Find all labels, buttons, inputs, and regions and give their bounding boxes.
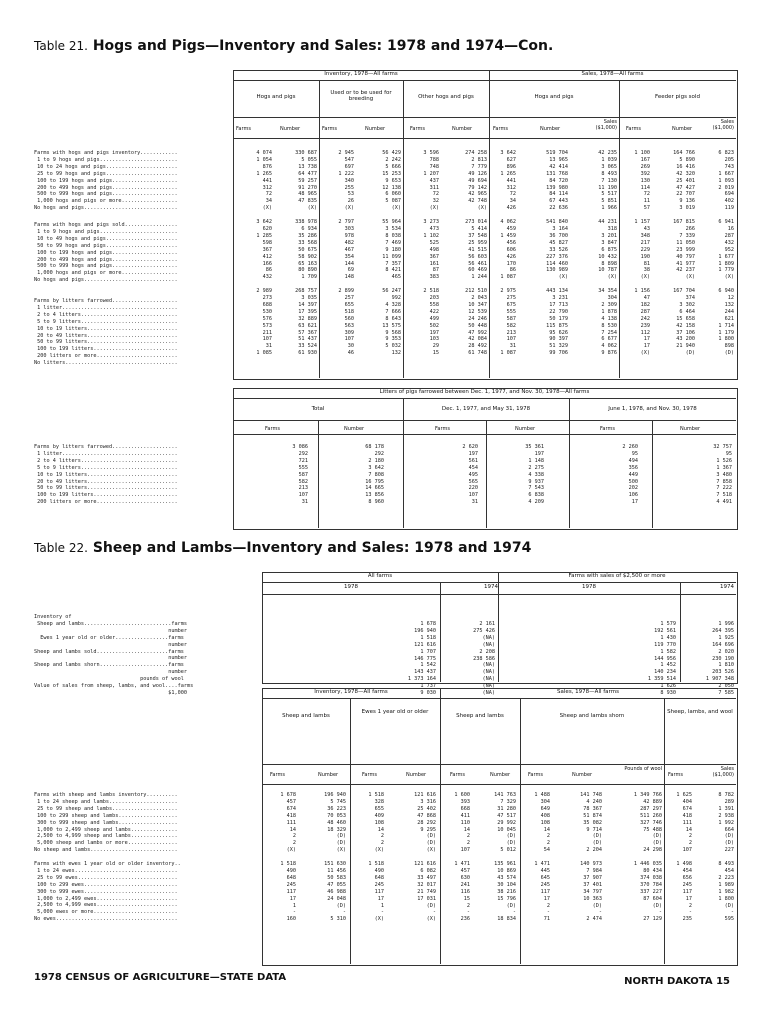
t21-col-farms: Farms (493, 126, 508, 132)
t22-header-2500: Farms with sales of $2,500 or more (568, 573, 666, 579)
t22-year-1974: 1974 (720, 584, 734, 590)
t22-cb9-values: 1 349 766 42 889 287 297 511 260 327 746 75 488 (D) (D) 24 298 1 446 035 80 434 374 038 370 784 337 227 87 604 (D) - 27 129 (633, 792, 662, 923)
t22-col-sales: Sales ($1,000) (712, 766, 734, 778)
t21-header-june-nov: June 1, 1978, and Nov. 30, 1978 (608, 406, 697, 412)
t21-col1-values: 4 074 1 054 876 1 265 441 312 72 34 (X) 3 642 620 1 285 598 367 412 166 86 432 2 989 273 688 530 576 573 211 107 31 1 085 (256, 150, 272, 357)
t21-header-inventory: Inventory, 1978—All farms (324, 71, 398, 77)
t22-ca2-values: 2 161 275 426 (NA) (NA) 2 208 238 586 (NA) (NA) (NA) (NA) (NA) (473, 621, 495, 697)
t22-cb6-values: 141 763 7 329 31 280 47 517 29 992 10 045 (D) (D) 5 012 135 961 10 869 43 574 30 104 38 216 15 796 (D) - 18 834 (494, 792, 516, 923)
t22-header-sheep-lambs-sold: Sheep and lambs (456, 713, 504, 719)
t21-col10-values: 1 100 167 269 392 130 114 72 11 57 1 157 43 348 217 229 190 81 38 (X) 1 156 47 182 287 242 239 112 17 17 (X) (634, 150, 650, 357)
t22-ca3-values: 1 579 192 561 1 430 119 770 1 582 144 956 1 452 140 234 1 359 514 1 626 8 930 (647, 621, 676, 697)
t21-header-total: Total (311, 406, 325, 412)
t21-header-litters: Litters of pigs farrowed between Dec. 1, 1977, and Nov. 30, 1978—All farms (379, 389, 590, 395)
t21-col-sales: Sales ($1,000) (595, 119, 617, 131)
t21-header-sales: Sales, 1978—All farms (581, 71, 644, 77)
t21-col-number: Number (452, 126, 473, 132)
t22-cb2-values: 196 940 5 745 36 223 70 053 48 460 18 329 (D) (D) (X) 151 630 11 456 50 583 47 055 46 988 24 048 (D) - 5 310 (324, 792, 346, 923)
t21-lcol-number: Number (344, 426, 365, 432)
t22-year-1978: 1978 (344, 584, 358, 590)
t21-col11-values: 164 766 5 890 16 416 42 320 25 401 47 427 22 707 9 136 3 019 167 815 266 7 339 11 050 23 999 40 797 41 977 42 237 (X) 167 704 374 3 302 6 464 15 658 42 158 37 106 43 200 21 940 (D) (673, 150, 695, 357)
t22-header-sheep-lambs: Sheep and lambs (282, 713, 330, 719)
t21-lcol-farms: Farms (435, 426, 450, 432)
t21-lcol-farms: Farms (265, 426, 280, 432)
t21-col5-values: 3 596 788 748 1 207 437 311 72 32 (X) 3 273 473 1 102 525 498 367 161 87 383 2 518 203 558 422 499 502 197 103 29 15 (423, 150, 439, 357)
t22-row-labels-summary: Inventory of Sheep and lambs............................farms number Ewes 1 year old or older.................farms number Sheep and lambs sold.......................farms number Sheep and lambs shorn......................farms number pounds of wool Value of sales from sheep, lambs, and wool....farms $1,000 (34, 614, 194, 696)
t22-col-farms: Farms (450, 772, 465, 778)
t21-row-labels-sold: Farms with hogs and pigs sold................. 1 to 9 hogs and pigs......................... 10 to 49 hogs and pigs....................... 50 to 99 hogs and pigs....................... 100 to 199 hogs and pigs..................... 200 to 499 hogs and pigs..................... 500 to 999 hogs and pigs..................... 1,000 hogs and pigs or more.................. No hogs and pigs.............................. (34, 222, 178, 284)
t21-col3-values: 2 945 547 697 1 222 340 255 53 26 (X) 2 797 303 978 482 467 354 144 69 148 2 899 257 655 518 560 563 309 107 30 46 (338, 150, 354, 357)
t22-cb10-values: 1 625 404 674 418 111 14 2 2 107 1 498 454 656 245 117 17 2 - 235 (676, 792, 692, 923)
t21-col-number: Number (672, 126, 693, 132)
t22-cb4-values: 121 616 3 316 25 402 47 868 28 292 9 295 (D) (D) (X) 121 616 6 082 33 497 32 017 21 749 17 031 (D) - (X) (414, 792, 436, 923)
t21-col-farms: Farms (626, 126, 641, 132)
t21-lcol3-values: 2 620 197 561 454 495 565 220 107 31 (462, 444, 478, 506)
t22-cb8-values: 141 748 4 240 78 367 51 874 35 082 9 714 (D) (D) 2 204 140 973 7 984 37 907 37 401 34 797 10 363 (D) - 2 474 (580, 792, 602, 923)
t21-col-farms: Farms (410, 126, 425, 132)
footer-left: 1978 CENSUS OF AGRICULTURE—STATE DATA (34, 972, 287, 983)
t22-row-labels-ewes: Farms with ewes 1 year old or older inventory.. 1 to 24 ewes................................. 25 to 99 ewes................................ 100 to 299 ewes.............................. 300 to 999 ewes.............................. 1,000 to 2,499 ewes.......................... 2,500 to 4,999 ewes.......................... 5,000 ewes or more........................... No ewes....................................... (34, 861, 181, 923)
t21-row-labels-inventory: Farms with hogs and pigs inventory............ 1 to 9 hogs and pigs......................... 10 to 24 hogs and pigs....................... 25 to 99 hogs and pigs....................... 100 to 199 hogs and pigs..................... 200 to 499 hogs and pigs..................... 500 to 999 hogs and pigs..................... 1,000 hogs and pigs or more.................. No hogs and pigs.............................. (34, 150, 178, 212)
t21-lcol-number: Number (515, 426, 536, 432)
t21-lcol-number: Number (680, 426, 701, 432)
t21-lcol4-values: 35 361 197 1 148 2 275 4 338 9 937 7 543 6 838 4 209 (525, 444, 544, 506)
t22-col-pounds: Pounds of wool (624, 766, 662, 772)
t22-cb3-values: 1 518 328 655 409 108 14 2 2 (X) 1 518 490 648 245 117 17 1 - (X) (368, 792, 384, 923)
t22-ca4-values: 1 996 264 395 1 925 164 696 2 020 230 190 1 810 203 526 1 907 348 2 050 7 585 (705, 621, 734, 697)
t22-col-number: Number (572, 772, 593, 778)
t21-col-farms: Farms (322, 126, 337, 132)
t21-row-labels-litters: Farms by litters farrowed..................... 1 litter..................................... 2 to 4 litters............................... 5 to 9 litters............................... 10 to 19 litters............................. 20 to 49 litters............................. 50 to 99 litters............................. 100 to 199 litters........................... 200 litters or more.......................... No litters.................................... (34, 298, 178, 367)
t22-ca1-values: 1 678 196 940 1 518 121 616 1 707 146 775 1 542 143 437 1 373 164 1 737 9 030 (407, 621, 436, 697)
t22-header-all-farms: All farms (367, 573, 393, 579)
t21-lcol6-values: 32 757 95 1 526 1 367 3 480 7 858 7 222 7 518 4 491 (713, 444, 732, 506)
t22-row-labels-inventory: Farms with sheep and lambs inventory.......... 1 to 24 sheep and lambs...................... 25 to 99 sheep and lambs..................... 100 to 299 sheep and lambs................... 300 to 999 sheep and lambs................... 1,000 to 2,499 sheep and lambs............... 2,500 to 4,999 sheep and lambs............... 5,000 sheep and lambs or more................ No sheep and lambs............................ (34, 792, 178, 854)
t21-header-hogs: Hogs and pigs (256, 94, 296, 100)
t22-col-farms: Farms (362, 772, 377, 778)
t22-col-number: Number (318, 772, 339, 778)
t22-header-sales: Sales, 1978—All farms (557, 689, 619, 695)
t21-col-number: Number (280, 126, 301, 132)
t22-header-shorn: Sheep and lambs shorn (559, 713, 625, 719)
t22-cb7-values: 1 488 304 649 408 108 14 2 2 54 1 471 445 645 245 117 17 2 - 71 (534, 792, 550, 923)
t21-col8-values: 519 704 13 965 42 414 131 768 84 720 139 980 84 114 67 443 22 636 541 840 3 164 36 700 45 827 33 526 227 376 114 460 130 989 (X) 443 134 3 231 17 713 22 790 50 179 115 875 95 626 90 397 51 329 99 706 (546, 150, 568, 357)
t21-col4-values: 56 429 2 242 5 666 15 253 9 653 12 138 6 060 5 087 (X) 55 964 3 534 8 038 7 469 9 180 11 099 7 357 8 421 465 56 247 992 4 328 7 666 8 643 13 575 9 568 9 353 5 032 132 (382, 150, 401, 357)
t21-header-breeding: Used or to be used for breeding (330, 90, 392, 102)
t21-col9-values: 42 235 1 039 3 065 8 493 7 130 11 190 5 517 5 851 1 966 44 231 318 3 201 3 847 6 875 10 432 8 898 10 787 (X) 34 354 304 2 309 1 878 4 138 8 530 7 254 6 677 4 062 9 876 (598, 150, 617, 357)
t21-header-dec-may: Dec. 1, 1977, and May 31, 1978 (441, 406, 531, 412)
t22-cb1-values: 1 678 457 674 418 111 14 2 2 (X) 1 518 490 648 245 117 17 1 - 160 (280, 792, 296, 923)
t21-col-number: Number (540, 126, 561, 132)
t21-lcol-farms: Farms (600, 426, 615, 432)
t22-year-1978: 1978 (582, 584, 596, 590)
t22-col-farms: Farms (270, 772, 285, 778)
t21-lcol5-values: 2 260 95 494 356 449 500 202 106 17 (622, 444, 638, 506)
t21-col6-values: 274 258 2 813 7 779 49 126 49 694 79 142 42 965 42 748 (X) 273 014 5 414 37 548 25 959 41 515 56 603 56 461 60 469 1 244 212 510 2 043 10 347 12 539 24 246 50 448 47 992 42 084 28 492 61 748 (465, 150, 487, 357)
t22-header-wool: Sheep, lambs, and wool (667, 709, 733, 715)
t22-col-farms: Farms (528, 772, 543, 778)
t22-col-number: Number (490, 772, 511, 778)
t22-col-number: Number (406, 772, 427, 778)
t22-header-ewes: Ewes 1 year old or older (361, 709, 429, 715)
t22-cb11-values: 8 782 289 1 391 2 938 1 992 664 (D) (D) 227 8 493 454 2 223 1 989 1 982 1 800 (D) - 595 (718, 792, 734, 923)
t22-col-farms: Farms (668, 772, 683, 778)
t21-col2-values: 330 687 5 055 13 738 64 477 59 257 91 270 48 965 47 835 (X) 338 978 6 934 35 286 33 568 50 675 58 902 65 163 80 890 1 709 268 757 3 035 14 397 17 395 32 889 63 621 57 367 51 437 33 524 61 930 (295, 150, 317, 357)
table-22-title: Table 22. Sheep and Lambs—Inventory and Sales: 1978 and 1974 (34, 540, 532, 556)
t22-cb5-values: 1 600 393 668 411 110 14 2 2 107 1 471 457 630 241 116 15 2 - 236 (454, 792, 470, 923)
t22-year-1974: 1974 (484, 584, 498, 590)
t21-col-farms: Farms (236, 126, 251, 132)
table-21-title-text: Hogs and Pigs—Inventory and Sales: 1978 and 1974—Con. (92, 38, 554, 54)
table-22-title-text: Sheep and Lambs—Inventory and Sales: 1978 and 1974 (92, 540, 532, 556)
table-21-title: Table 21. Hogs and Pigs—Inventory and Sales: 1978 and 1974—Con. (34, 38, 554, 54)
t21-header-feeder: Feeder pigs sold (655, 94, 700, 100)
t22-header-inventory: Inventory, 1978—All farms (314, 689, 388, 695)
footer-page-number: NORTH DAKOTA 15 (624, 976, 730, 987)
t21-header-other: Other hogs and pigs (418, 94, 474, 100)
t21-row-labels-litters-2: Farms by litters farrowed..................... 1 litter..................................... 2 to 4 litters............................... 5 to 9 litters............................... 10 to 19 litters............................. 20 to 49 litters............................. 50 to 99 litters............................. 100 to 199 litters........................... 200 litters or more.......................... (34, 444, 178, 506)
t21-col7-values: 3 642 627 896 1 265 441 312 72 34 426 4 062 459 1 459 456 606 426 170 86 1 087 2 975 275 675 555 587 582 213 107 31 1 087 (500, 150, 516, 357)
t21-lcol2-values: 68 178 292 2 180 3 642 7 808 16 795 14 665 13 856 8 960 (365, 444, 384, 506)
t21-col-number: Number (365, 126, 386, 132)
t21-col-sales: Sales ($1,000) (712, 119, 734, 131)
t21-lcol1-values: 3 086 292 721 555 587 582 213 107 31 (292, 444, 308, 506)
t21-col12-values: 6 823 205 743 1 667 1 093 2 019 694 402 119 6 941 16 287 432 952 1 677 1 809 1 779 (X) 6 940 12 132 244 621 1 714 1 179 1 800 898 (D) (718, 150, 734, 357)
t21-header-sales-hogs: Hogs and pigs (534, 94, 574, 100)
